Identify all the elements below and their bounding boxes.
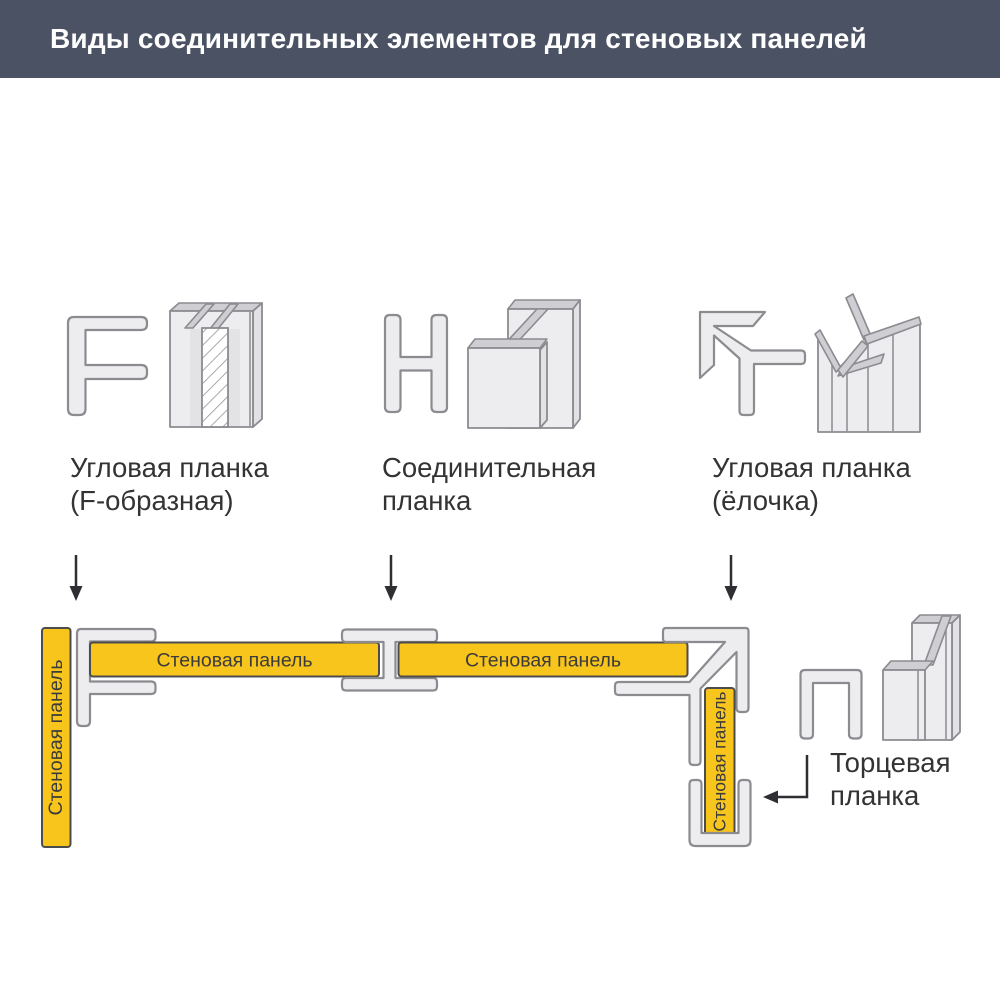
down-arrow-h [385,555,398,601]
f-profile-3d-icon [170,303,262,427]
wall-panel-left-label: Стеновая панель [45,659,68,816]
title-bar [0,0,1000,78]
wall-panel-h2-label: Стеновая панель [464,649,622,672]
label-herringbone-line2: (ёлочка) [712,485,819,516]
herringbone-outline-icon [700,312,805,415]
figure-group-h-strip [382,300,596,516]
assembly-diagram [42,628,751,847]
f-profile-outline-icon [68,317,147,415]
diagram-canvas [0,78,1000,1000]
end-strip-label-line1: Торцевая [830,747,951,778]
end-strip-3d-icon [883,615,960,740]
herringbone-3d-icon [815,294,921,432]
h-profile-outline-icon [385,315,447,412]
label-f-strip-line1: Угловая планка [70,452,269,483]
down-arrow-f [70,555,83,601]
label-f-strip-line2: (F-образная) [70,485,234,516]
wall-panel-h1-label: Стеновая панель [156,649,313,672]
end-strip-label-line2: планка [830,780,920,811]
down-arrow-herringbone [725,555,738,601]
page-title: Виды соединительных элементов для стеновых панелей [50,23,867,54]
panel-core-hatch [202,328,228,427]
wall-panel-right-label: Стеновая панель [709,691,730,832]
end-strip-pointer-arrow [763,755,807,804]
figure-group-f-strip [68,303,269,516]
h-profile-3d-icon [468,300,580,428]
label-herringbone-line1: Угловая планка [712,452,911,483]
label-h-strip-line2: планка [382,485,472,516]
figure-group-herringbone [700,294,921,516]
label-h-strip-line1: Соединительная [382,452,597,483]
end-strip-outline-icon [801,670,862,739]
end-strip-group [763,615,960,811]
